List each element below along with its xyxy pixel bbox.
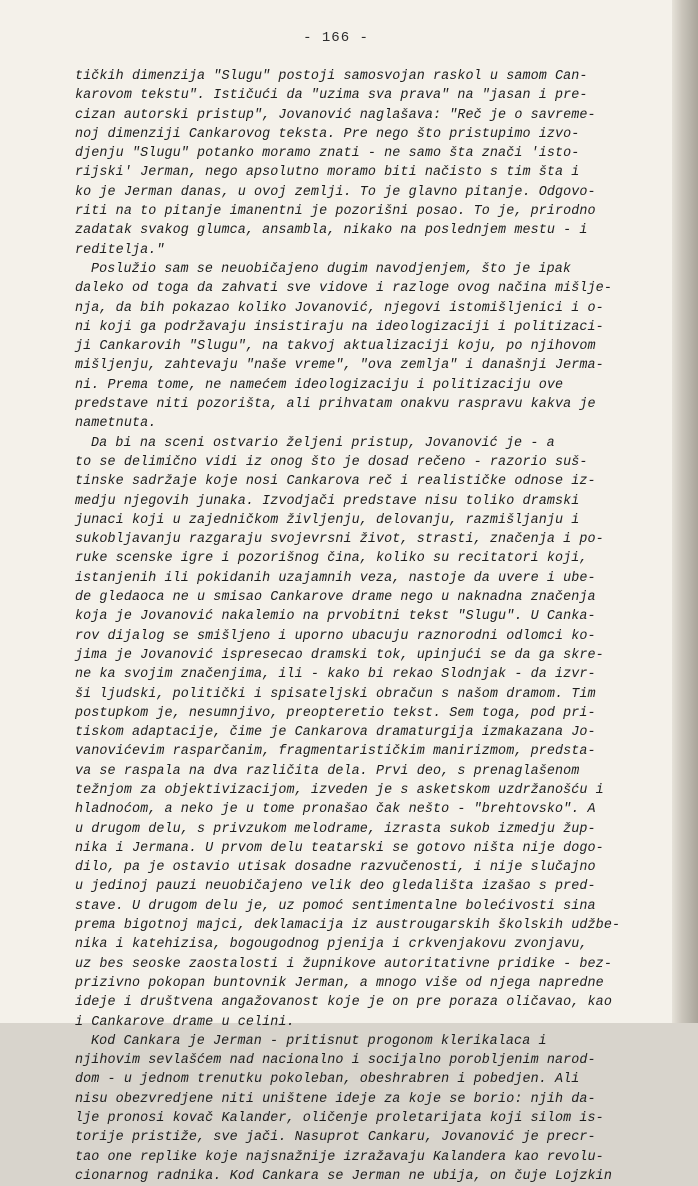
text-line: rov dijalog se smišljeno i uporno ubacuju raznorodni odlomci ko- bbox=[75, 628, 596, 644]
text-line: noj dimenziji Cankarovog teksta. Pre nego što pristupimo izvo- bbox=[75, 126, 580, 142]
text-line: tinske sadržaje koje nosi Cankarova reč i realističke odnose iz- bbox=[75, 474, 596, 490]
text-line: cizan autorski pristup", Jovanović naglašava: "Reč je o savreme- bbox=[75, 107, 596, 123]
text-line: de gledaoca ne u smisao Cankarove drame nego u naknadna značenja bbox=[75, 590, 596, 606]
text-line: torije pristiže, sve jači. Nasuprot Cankaru, Jovanović je precr- bbox=[75, 1130, 596, 1146]
text-line: karovom tekstu". Ističući da "uzima sva prava" na "jasan i pre- bbox=[75, 88, 588, 104]
text-line: to se delimično vidi iz onog što je dosad rečeno - razorio suš- bbox=[75, 454, 588, 470]
text-line: prema bigotnoj majci, deklamacija iz austrougarskih školskih udžbe- bbox=[75, 918, 621, 934]
text-line: dilo, pa je ostavio utisak dosadne razvučenosti, i nije slučajno bbox=[75, 860, 596, 876]
text-line: ko je Jerman danas, u ovoj zemlji. To je glavno pitanje. Odgovo- bbox=[75, 184, 596, 200]
text-line: nja, da bih pokazao koliko Jovanović, njegovi istomišljenici i o- bbox=[75, 300, 604, 316]
text-line: djenju "Slugu" potanko moramo znati - ne samo šta znači 'isto- bbox=[75, 146, 580, 162]
text-line: Poslužio sam se neuobičajeno dugim navodjenjem, što je ipak bbox=[91, 261, 572, 277]
text-line: nika i katehizisa, bogougodnog pjenija i crkvenjakovu zvonjavu, bbox=[75, 937, 588, 953]
text-line: prizivno pokopan buntovnik Jerman, a mnogo više od njega napredne bbox=[75, 975, 604, 991]
text-line: koja je Jovanović nakalemio na prvobitni tekst "Slugu". U Canka- bbox=[75, 609, 596, 625]
text-line: riti na to pitanje imanentni je pozorišni posao. To je, prirodno bbox=[75, 204, 596, 220]
text-line: hladnoćom, a neko je u tome pronašao čak nešto - "brehtovsko". A bbox=[75, 802, 596, 818]
text-line: daleko od toga da zahvati sve vidove i razloge ovog načina mišlje- bbox=[75, 281, 612, 297]
text-line: istanjenih ili pokidanih uzajamnih veza, nastoje da uvere i ube- bbox=[75, 570, 596, 586]
text-line: va se raspala na dva različita dela. Prvi deo, s prenaglašenom bbox=[75, 763, 580, 779]
text-line: tao one replike koje najsnažnije izražavaju Kalandera kao revolu- bbox=[75, 1149, 604, 1165]
text-line: reditelja." bbox=[75, 242, 165, 258]
text-line: Da bi na sceni ostvario željeni pristup, Jovanović je - a bbox=[91, 435, 555, 451]
text-line: predstave niti pozorišta, ali prihvatam onakvu raspravu kakva je bbox=[75, 397, 596, 413]
text-line: tičkih dimenzija "Slugu" postoji samosvojan raskol u samom Can- bbox=[75, 69, 588, 84]
text-line: ši ljudski, politički i spisateljski obračun s našom dramom. Tim bbox=[75, 686, 596, 702]
text-line: medju njegovih junaka. Izvodjači predstave nisu toliko dramski bbox=[75, 493, 580, 509]
page-number: - 166 - bbox=[303, 30, 369, 46]
text-line: vanovićevim rasparčanim, fragmentarističkim manirizmom, predsta- bbox=[75, 744, 596, 760]
text-line: nametnuta. bbox=[75, 416, 157, 432]
text-line: tiskom adaptacije, čime je Cankarova dramaturgija izmakazana Jo- bbox=[75, 725, 596, 741]
text-line: i Cankarove drame u celini. bbox=[75, 1014, 295, 1030]
text-line: postupkom je, nesumnjivo, preopteretio tekst. Sem toga, pod pri- bbox=[75, 705, 596, 721]
text-line: uz bes seoske zaostalosti i župnikove autoritativne pridike - bez- bbox=[75, 956, 612, 972]
text-line: ne ka svojim značenjima, ili - kako bi rekao Slodnjak - da izvr- bbox=[75, 667, 596, 683]
text-line: njihovim sevlašćem nad nacionalno i socijalno porobljenim narod- bbox=[75, 1053, 596, 1069]
body-text bbox=[75, 67, 675, 1186]
text-line: ji Cankarovih "Slugu", na takvoj aktualizaciji koju, po njihovom bbox=[75, 339, 596, 355]
text-line: nika i Jermana. U prvom delu teatarski se gotovo ništa nije dogo- bbox=[75, 840, 604, 856]
text-line: težnjom za objektivizacijom, izveden je s asketskom uzdržanošću i bbox=[75, 782, 604, 798]
text-line: mišljenju, zahtevaju "naše vreme", "ova zemlja" i današnji Jerma- bbox=[75, 358, 604, 374]
text-line: jima je Jovanović ispresecao dramski tok, upinjući se da ga skre- bbox=[75, 647, 604, 663]
text-line: cionarnog radnika. Kod Cankara se Jerman ne ubija, on čuje Lojzkin bbox=[75, 1168, 612, 1184]
text-line: junaci koji u zajedničkom življenju, delovanju, razmišljanju i bbox=[75, 512, 580, 528]
text-line: ideje i društvena angažovanost koje je on pre poraza oličavao, kao bbox=[75, 995, 612, 1011]
text-line: nisu obezvredjene niti uništene ideje za koje se borio: njih da- bbox=[75, 1091, 596, 1107]
text-line: ni. Prema tome, ne namećem ideologizaciju i politizaciju ove bbox=[75, 377, 564, 393]
text-line: u drugom delu, s privzukom melodrame, izrasta sukob izmedju žup- bbox=[75, 821, 596, 837]
page-edge-shadow bbox=[672, 0, 698, 1023]
text-line: ruke scenske igre i pozorišnog čina, koliko su recitatori koji, bbox=[75, 551, 588, 567]
text-line: ni koji ga podržavaju insistiraju na ideologizaciji i politizaci- bbox=[75, 319, 604, 335]
text-line: lje pronosi kovač Kalander, oličenje proletarijata koji silom is- bbox=[75, 1111, 604, 1127]
text-line: dom - u jednom trenutku pokoleban, obeshrabren i pobedjen. Ali bbox=[75, 1072, 580, 1088]
text-line: u jedinoj pauzi neuobičajeno velik deo gledališta izašao s pred- bbox=[75, 879, 596, 895]
text-line: rijski' Jerman, nego apsolutno moramo biti načisto s tim šta i bbox=[75, 165, 580, 181]
text-line: stave. U drugom delu je, uz pomoć sentimentalne bolećivosti sina bbox=[75, 898, 596, 914]
text-line: Kod Cankara je Jerman - pritisnut progonom klerikalaca i bbox=[91, 1033, 547, 1049]
text-line: zadatak svakog glumca, ansambla, nikako na poslednjem mestu - i bbox=[75, 223, 588, 239]
text-line: sukobljavanju razgaraju svojevrsni život, strasti, značenja i po- bbox=[75, 532, 604, 548]
